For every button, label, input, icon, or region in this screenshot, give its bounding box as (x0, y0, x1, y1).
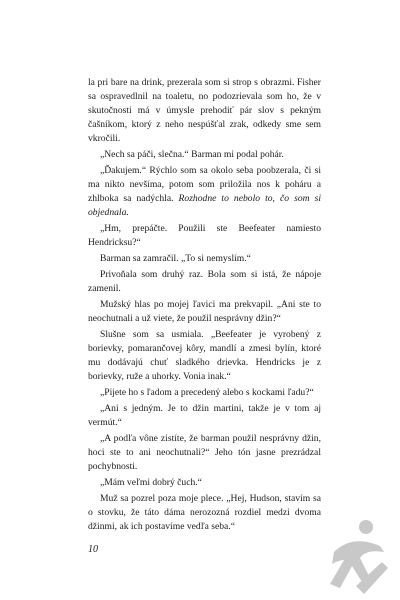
paragraph: „Nech sa páči, slečna.“ Barman mi podal pohár. (100, 149, 284, 160)
paragraph: Mužský hlas po mojej ľavici ma prekvapil. „Ani ste to neochutnali a už viete, že použil nesprávny džin?“ (88, 299, 321, 324)
figure-star-logo-icon (322, 516, 394, 600)
paragraph: Muž sa pozrel poza moje plece. „Hej, Hudson, stavím sa o stovku, že táto dáma nerozozná rozdiel medzi dvoma džinmi, ak ich postavíme vedľa seba.“ (88, 493, 321, 532)
italic-thought: Rozhodne to nebolo to, čo som si objednala. (88, 193, 321, 218)
paragraph: Privoňala som druhý raz. Bola som si istá, že nápoje zamenil. (88, 269, 321, 294)
paragraph (88, 164, 321, 220)
paragraph: Slušne som sa usmiala. „Beefeater je vyrobený z borievky, pomarančovej kôry, mandlí a zmesi bylín, ktoré mu dodávajú chuť sladkého drievka. Hendricks je z borievky, ruže a uhorky. Vonia inak.“ (88, 329, 321, 382)
paragraph: „Pijete ho s ľadom a precedený alebo s kockami ľadu?“ (100, 387, 314, 398)
paragraph: „Ani s jedným. Je to džin martini, takže je v tom aj vermút.“ (88, 403, 321, 428)
paragraph: „A podľa vône zistíte, že barman použil nesprávny džin, hoci ste to ani neochutnali?“ Jeho tón jasne prezrádzal pochybnosti. (88, 433, 321, 472)
paragraph: Barman sa zamračil. „To si nemyslím.“ (100, 253, 251, 264)
page-number: 10 (88, 544, 98, 555)
paragraph: la pri bare na drink, prezerala som si strop s obrazmi. Fisher sa ospravedlnil na toaletu, no podozrievala som ho, že v skutočnosti má v úmysle prehodiť pár slov s pekným čašníkom, ktorý z neho nespúšťal zrak, odkedy sme sem vkročili. (88, 77, 321, 144)
paragraph-text: „Ďakujem.“ Rýchlo som sa okolo seba poobzerala, či si ma nikto nevšíma, potom som priložila nos k poháru a zhlboka sa nadýchla. (88, 165, 321, 204)
paragraph: „Hm, prepáčte. Použili ste Beefeater namiesto Hendricksu?“ (88, 223, 321, 248)
paragraph: „Mám veľmi dobrý čuch.“ (100, 477, 202, 488)
body-text (88, 76, 321, 536)
